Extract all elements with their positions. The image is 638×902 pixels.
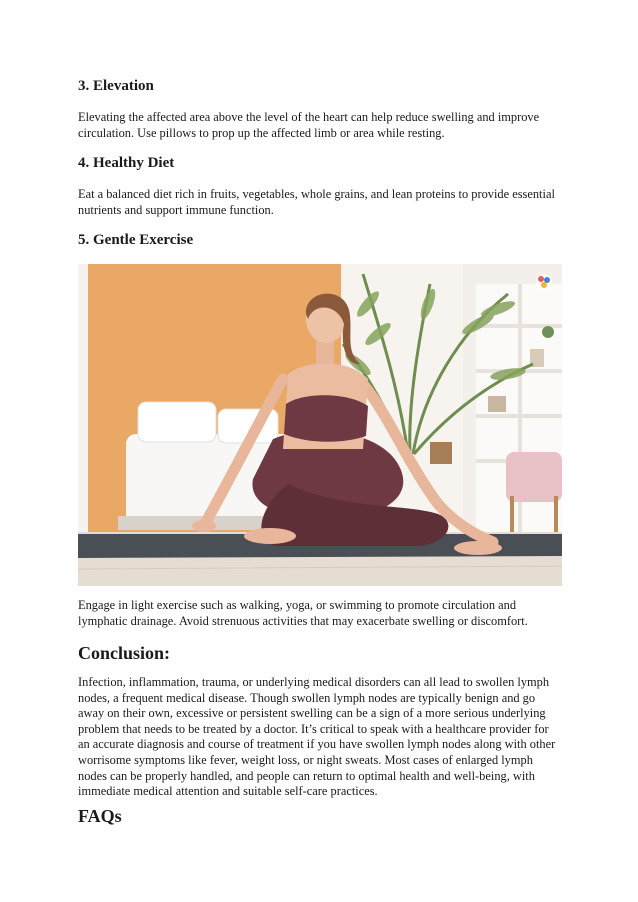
- section-heading-gentle-exercise: 5. Gentle Exercise: [78, 232, 194, 248]
- yoga-illustration: [78, 264, 562, 586]
- conclusion-heading: Conclusion:: [78, 643, 171, 663]
- logo-icon: [536, 274, 552, 290]
- section-heading-healthy-diet: 4. Healthy Diet: [78, 155, 175, 171]
- section-body-healthy-diet: Eat a balanced diet rich in fruits, vegetables, whole grains, and lean proteins to provide essential nutrients and support immune function.: [78, 187, 555, 217]
- section-heading-elevation: 3. Elevation: [78, 78, 154, 94]
- section-body-gentle-exercise: Engage in light exercise such as walking, yoga, or swimming to promote circulation and lymphatic drainage. Avoid strenuous activities that may exacerbate swelling or discomfort.: [78, 598, 528, 628]
- section-body-elevation: Elevating the affected area above the level of the heart can help reduce swelling and improve circulation. Use pillows to prop up the affected limb or area while resting.: [78, 110, 540, 140]
- yoga-photo: [78, 264, 562, 586]
- conclusion-body: Infection, inflammation, trauma, or underlying medical disorders can all lead to swollen lymph nodes, a frequent medical disease. Though swollen lymph nodes are typically benign and go away on their own, excessive or persistent swelling can be a sign of a more serious underlying problem that needs to be treated by a doctor. It’s critical to speak with a healthcare provider for an accurate diagnosis and course of treatment if you have swollen lymph nodes along with other worrisome symptoms like fever, weight loss, or night sweats. Most cases of enlarged lymph nodes can be properly handled, and people can return to optimal health and well-being, with immediate medical attention and suitable self-care practices.: [78, 675, 556, 799]
- faqs-heading: FAQs: [78, 806, 122, 826]
